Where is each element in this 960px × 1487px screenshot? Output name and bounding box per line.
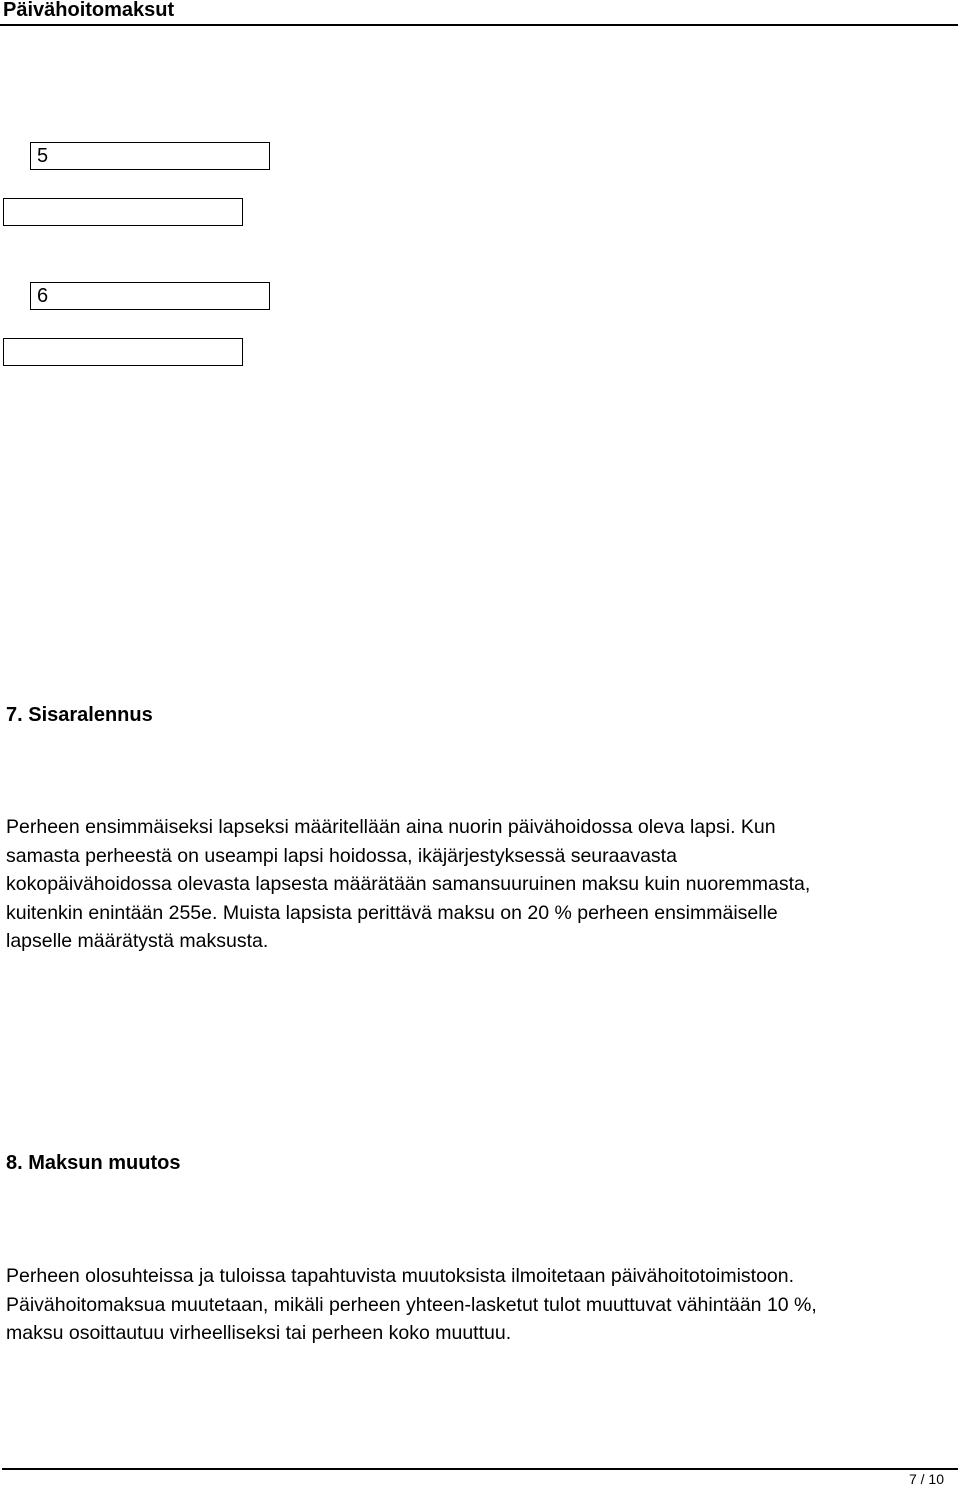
form-field-6[interactable]: 6 bbox=[30, 282, 270, 310]
section-paragraph-sisaralennus bbox=[6, 813, 810, 956]
paragraph-line: samasta perheestä on useampi lapsi hoidossa, ikäjärjestyksessä seuraavasta bbox=[6, 844, 677, 867]
form-field-blank-2[interactable] bbox=[3, 338, 243, 366]
page-header-title: Päivähoitomaksut bbox=[3, 0, 175, 21]
section-paragraph-maksun-muutos bbox=[6, 1262, 817, 1348]
paragraph-line: Päivähoitomaksua muutetaan, mikäli perheen yhteen-lasketut tulot muuttuvat vähintään 10 %, bbox=[6, 1293, 817, 1316]
paragraph-line: maksu osoittautuu virheelliseksi tai perheen koko muuttuu. bbox=[6, 1322, 512, 1345]
page-number: 7 / 10 bbox=[908, 1471, 944, 1487]
paragraph-line: Perheen ensimmäiseksi lapseksi määritellään aina nuorin päivähoidossa oleva lapsi. Kun bbox=[6, 816, 776, 838]
paragraph-line: kokopäivähoidossa olevasta lapsesta määrätään samansuuruinen maksu kuin nuoremmasta, bbox=[6, 873, 811, 896]
header-divider bbox=[0, 24, 958, 26]
paragraph-line: kuitenkin enintään 255e. Muista lapsista perittävä maksu on 20 % perheen ensimmäiselle bbox=[6, 901, 778, 924]
paragraph-line: Perheen olosuhteissa ja tuloissa tapahtuvista muutoksista ilmoitetaan päivähoitotoimistoon. bbox=[6, 1265, 795, 1287]
section-heading-sisaralennus: 7. Sisaralennus bbox=[6, 704, 153, 726]
section-heading-maksun-muutos: 8. Maksun muutos bbox=[6, 1152, 181, 1174]
footer-divider bbox=[2, 1468, 958, 1470]
form-field-5[interactable]: 5 bbox=[30, 142, 270, 170]
form-field-blank-1[interactable] bbox=[3, 198, 243, 226]
paragraph-line: lapselle määrätystä maksusta. bbox=[6, 930, 269, 953]
